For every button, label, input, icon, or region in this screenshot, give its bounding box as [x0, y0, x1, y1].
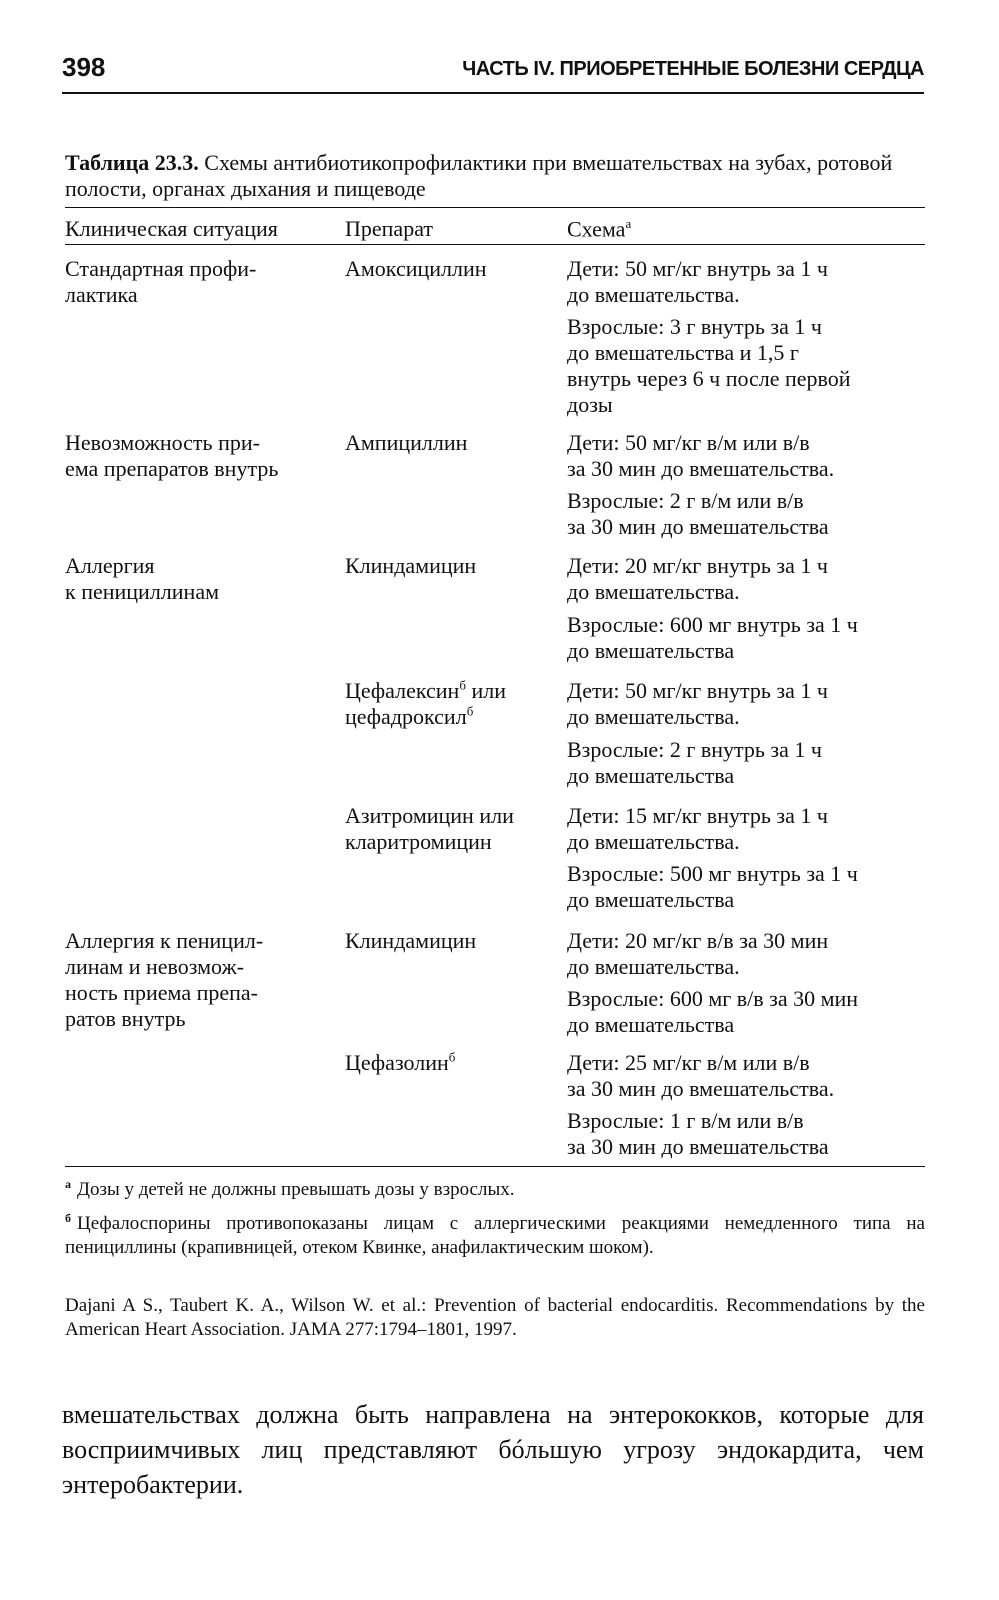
drug-cephalexin-mark: б — [459, 677, 466, 693]
drug-cefadroxil: цефадроксил — [345, 704, 467, 729]
column-header-situation: Клиническая ситуация — [65, 216, 278, 241]
scheme-amoxicillin-children: Дети: 50 мг/кг внутрь за 1 ч до вмешательства. — [567, 256, 828, 307]
drug-azithromycin-clarithromycin: Азитромицин или кларитромицин — [345, 803, 514, 854]
drug-cephalexin-cefadroxil — [345, 678, 506, 730]
scheme-amoxicillin-adults: Взрослые: 3 г внутрь за 1 ч до вмешательства и 1,5 г внутрь через 6 ч после первой дозы — [567, 314, 851, 417]
scheme-clindamycin-iv-children: Дети: 20 мг/кг в/в за 30 мин до вмешательства. — [567, 928, 829, 979]
table-caption-text: Схемы антибиотикопрофилактики при вмешательствах на зубах, ротовой полости, органах дыхания и пищеводе — [65, 150, 893, 201]
scheme-azithromycin-children: Дети: 15 мг/кг внутрь за 1 ч до вмешательства. — [567, 803, 828, 854]
drug-ampicillin: Ампициллин — [345, 430, 468, 455]
footnote-a-text: Дозы у детей не должны превышать дозы у взрослых. — [77, 1179, 515, 1200]
situation-no-oral: Невозможность при- ема препаратов внутрь — [65, 430, 279, 481]
footnote-a-mark: а — [65, 1176, 71, 1191]
running-head: ЧАСТЬ IV. ПРИОБРЕТЕННЫЕ БОЛЕЗНИ СЕРДЦА — [462, 58, 924, 80]
scheme-clindamycin-iv-adults: Взрослые: 600 мг в/в за 30 мин до вмешательства — [567, 986, 859, 1037]
situation-standard: Стандартная профи- лактика — [65, 256, 257, 307]
footnote-b-mark: б — [65, 1210, 71, 1225]
column-header-scheme — [567, 216, 631, 242]
drug-cefazolin: Цефазолин — [345, 1050, 449, 1075]
column-header-scheme-mark: а — [625, 216, 632, 231]
scheme-clindamycin-adults: Взрослые: 600 мг внутрь за 1 ч до вмешательства — [567, 612, 858, 663]
scheme-ampicillin-children: Дети: 50 мг/кг в/м или в/в за 30 мин до вмешательства. — [567, 430, 835, 481]
scheme-ampicillin-adults: Взрослые: 2 г в/м или в/в за 30 мин до вмешательства — [567, 488, 829, 539]
drug-amoxicillin: Амоксициллин — [345, 256, 487, 281]
situation-allergy-no-oral: Аллергия к пеницил- линам и невозмож- ность приема препа- ратов внутрь — [65, 928, 264, 1031]
drug-clindamycin: Клиндамицин — [345, 553, 477, 578]
drug-cefadroxil-mark: б — [466, 703, 474, 719]
scheme-cephalexin-children: Дети: 50 мг/кг внутрь за 1 ч до вмешательства. — [567, 678, 828, 729]
drug-clindamycin-iv: Клиндамицин — [345, 928, 477, 953]
drug-cefazolin-cell — [345, 1050, 455, 1076]
situation-penicillin-allergy: Аллергия к пенициллинам — [65, 553, 220, 604]
footnote-b-text: Цефалоспорины противопоказаны лицам с аллергическими реакциями немедленного типа на пенициллины (крапивницей, отеком Квинке, анафилактическим шоком). — [65, 1213, 925, 1258]
drug-or: или — [471, 678, 506, 703]
column-header-scheme-label: Схема — [567, 216, 626, 242]
page-header — [62, 52, 924, 94]
page-number: 398 — [62, 52, 106, 82]
footnote-a — [65, 1178, 925, 1202]
table-header-rule — [65, 244, 925, 245]
scheme-cephalexin-adults: Взрослые: 2 г внутрь за 1 ч до вмешательства — [567, 737, 822, 788]
table-caption — [65, 150, 925, 202]
drug-cephalexin: Цефалексин — [345, 678, 460, 703]
body-paragraph: вмешательствах должна быть направлена на энтерококков, которые для восприимчивых лиц представляют бóльшую угрозу эндокардита, чем энтеробактерии. — [62, 1400, 924, 1499]
scheme-cefazolin-adults: Взрослые: 1 г в/м или в/в за 30 мин до вмешательства — [567, 1108, 829, 1159]
table-bottom-rule — [65, 1166, 925, 1167]
footnote-b — [65, 1212, 925, 1260]
scheme-azithromycin-adults: Взрослые: 500 мг внутрь за 1 ч до вмешательства — [567, 861, 858, 912]
table-top-rule — [65, 207, 925, 208]
scheme-clindamycin-children: Дети: 20 мг/кг внутрь за 1 ч до вмешательства. — [567, 553, 828, 604]
table-caption-label: Таблица 23.3. — [65, 150, 199, 175]
footnote-source: Dajani A S., Taubert K. A., Wilson W. et al.: Prevention of bacterial endocarditis. Recommendations by the American Heart Association. JAMA 277:1794–1801, 1997. — [65, 1295, 925, 1340]
column-header-drug: Препарат — [345, 216, 433, 241]
drug-cefazolin-mark: б — [448, 1049, 456, 1065]
scheme-cefazolin-children: Дети: 25 мг/кг в/м или в/в за 30 мин до вмешательства. — [567, 1050, 835, 1101]
